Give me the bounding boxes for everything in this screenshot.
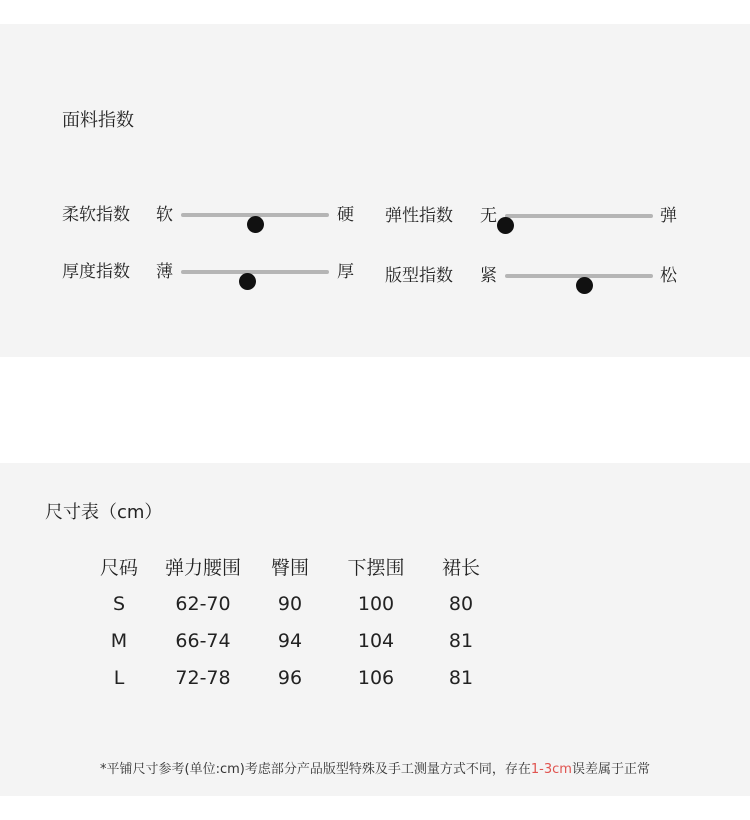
elasticity-right-label: 弹 [660, 206, 677, 226]
thickness-left-label: 薄 [156, 262, 173, 282]
cell-length: 81 [448, 629, 474, 652]
softness-slider-knob [247, 216, 264, 233]
fit-right-label: 松 [660, 266, 677, 286]
size-table-header-row [90, 548, 492, 585]
thickness-slider-track [181, 270, 329, 274]
header-size: 尺码 [99, 557, 138, 579]
measurement-footnote [0, 758, 750, 777]
elasticity-index-label: 弹性指数 [385, 206, 453, 226]
thickness-index-row [62, 260, 362, 284]
softness-left-label: 软 [156, 205, 173, 225]
header-length: 裙长 [441, 557, 480, 579]
size-chart-title: 尺寸表（cm） [45, 502, 163, 523]
fit-slider-knob [576, 277, 593, 294]
cell-hip: 96 [277, 666, 303, 689]
cell-length: 81 [448, 666, 474, 689]
size-table [90, 548, 492, 696]
cell-waist: 66-74 [175, 629, 231, 652]
cell-hem: 104 [357, 629, 395, 652]
footnote-text-end: 误差属于正常 [571, 762, 650, 777]
fabric-index-title: 面料指数 [62, 110, 134, 131]
softness-slider-track [181, 213, 329, 217]
table-row [90, 622, 492, 659]
softness-index-label: 柔软指数 [62, 205, 130, 225]
header-hip: 臀围 [270, 557, 309, 579]
cell-waist: 62-70 [175, 592, 231, 615]
size-chart-panel [0, 463, 750, 796]
softness-index-row [62, 203, 362, 227]
elasticity-index-row [385, 204, 685, 228]
cell-size: M [110, 629, 128, 652]
cell-length: 80 [448, 592, 474, 615]
footnote-text: *平铺尺寸参考(单位:cm)考虑部分产品版型特殊及手工测量方式不同，存在 [100, 762, 531, 777]
fabric-index-panel [0, 24, 750, 357]
fit-slider-track [505, 274, 653, 278]
elasticity-slider-track [505, 214, 653, 218]
cell-hip: 90 [277, 592, 303, 615]
cell-size: S [112, 592, 126, 615]
fit-left-label: 紧 [480, 266, 497, 286]
cell-size: L [113, 666, 125, 689]
elasticity-left-label: 无 [480, 206, 497, 226]
header-hem: 下摆围 [347, 557, 405, 579]
thickness-slider-knob [239, 273, 256, 290]
thickness-index-label: 厚度指数 [62, 262, 130, 282]
cell-hem: 106 [357, 666, 395, 689]
cell-hip: 94 [277, 629, 303, 652]
thickness-right-label: 厚 [337, 262, 354, 282]
footnote-error-range: 1-3cm [530, 762, 572, 777]
fit-index-label: 版型指数 [385, 266, 453, 286]
softness-right-label: 硬 [337, 205, 354, 225]
cell-waist: 72-78 [175, 666, 231, 689]
elasticity-slider-knob [497, 217, 514, 234]
table-row [90, 659, 492, 696]
fit-index-row [385, 264, 685, 288]
table-row [90, 585, 492, 622]
header-waist: 弹力腰围 [164, 557, 241, 579]
cell-hem: 100 [357, 592, 395, 615]
